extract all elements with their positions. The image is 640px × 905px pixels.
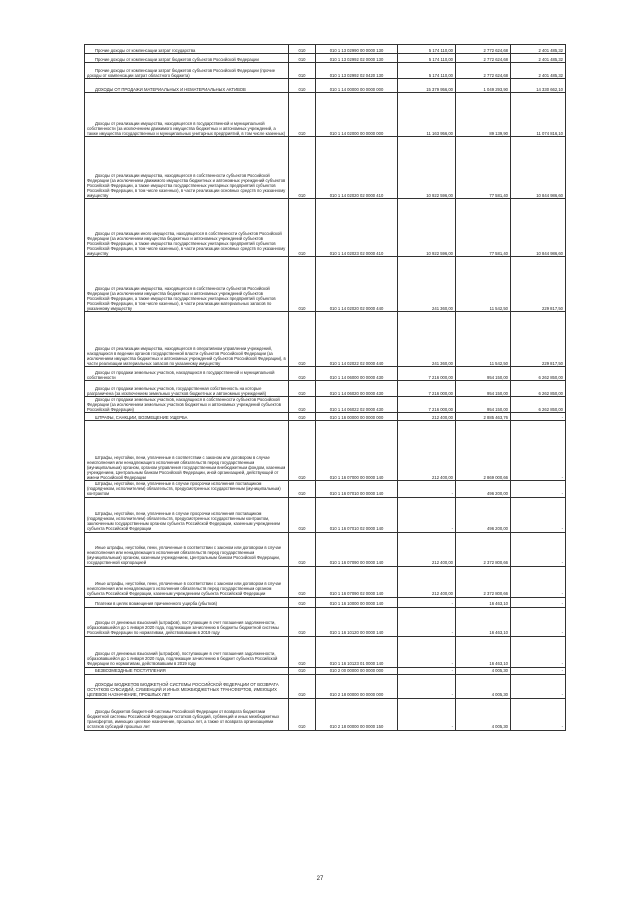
row-remaining-amount: 229 817,50: [511, 312, 566, 367]
row-budget-code: 010 1 14 02020 02 0000 440: [316, 257, 398, 312]
row-name: Штрафы, неустойки, пени, уплаченные в соответствии с законом или договором в случае неисполнения или ненадлежащего исполнения обязательств перед государственным (муниципальным) органом, органом управления государственным внебюджетным фондом, казенным учреждением, Центральным банком Российской Федерации, иной организацией, действующей от имени Российской Федерации: [85, 421, 289, 481]
row-line-code: 010: [289, 45, 316, 54]
row-executed-amount: 496 200,00: [456, 497, 511, 532]
row-remaining-amount: -: [511, 413, 566, 421]
row-name: Штрафы, неустойки, пени, уплаченные в случае просрочки исполнения поставщиком (подрядчиком, исполнителем) обязательств, предусмотренных государственным контрактом, заключенным государственным органом субъекта Российской Федерации, казенным учреждением субъекта Российской Федерации: [85, 497, 289, 532]
row-approved-amount: 15 379 956,00: [398, 79, 456, 93]
row-remaining-amount: -: [511, 481, 566, 497]
row-executed-amount: 4 005,30: [456, 674, 511, 698]
row-remaining-amount: -: [511, 421, 566, 481]
row-executed-amount: 77 581,40: [456, 137, 511, 199]
row-executed-amount: 16 463,10: [456, 597, 511, 607]
revenue-table-body: [85, 45, 566, 731]
row-executed-amount: 89 139,90: [456, 93, 511, 137]
row-budget-code: 010 1 14 02000 00 0000 000: [316, 93, 398, 137]
row-remaining-amount: -: [511, 607, 566, 636]
row-budget-code: 010 1 16 10123 01 0000 140: [316, 636, 398, 667]
row-executed-amount: 2 372 800,66: [456, 566, 511, 597]
row-line-code: 010: [289, 257, 316, 312]
row-executed-amount: 16 463,10: [456, 607, 511, 636]
row-remaining-amount: -: [511, 674, 566, 698]
row-executed-amount: 77 581,40: [456, 199, 511, 257]
row-name: Штрафы, неустойки, пени, уплаченные в случае просрочки исполнения поставщиком (подрядчиком, исполнителем) обязательств, предусмотренных государственным (муниципальным) контрактом: [85, 481, 289, 497]
row-executed-amount: 2 869 000,66: [456, 421, 511, 481]
row-remaining-amount: 11 074 816,10: [511, 93, 566, 137]
row-budget-code: 010 1 14 06022 02 0000 430: [316, 397, 398, 413]
row-approved-amount: -: [398, 674, 456, 698]
row-line-code: 010: [289, 497, 316, 532]
row-approved-amount: 212 400,00: [398, 421, 456, 481]
row-executed-amount: 2 772 624,68: [456, 54, 511, 63]
table-row: [85, 421, 566, 481]
row-name: Доходы от реализации имущества, находящегося в собственности субъектов Российской Федерации (за исключением движимого имущества бюджетных и автономных учреждений субъектов Российской Федерации, а также имущества государственных унитарных предприятий субъектов Российской Федерации, в том числе казенных), в части реализации основных средств по указанному имуществу: [85, 137, 289, 199]
row-remaining-amount: 10 844 986,60: [511, 199, 566, 257]
table-row: [85, 667, 566, 674]
row-name: Доходы от реализации имущества, находящегося в государственной и муниципальной собственности (за исключением движимого имущества бюджетных и автономных учреждений, а также имущества государственных и муниципальных унитарных предприятий, в том числе казенных): [85, 93, 289, 137]
table-row: [85, 636, 566, 667]
table-row: [85, 312, 566, 367]
row-line-code: 010: [289, 674, 316, 698]
table-row: [85, 79, 566, 93]
row-line-code: 010: [289, 667, 316, 674]
row-remaining-amount: 14 330 662,10: [511, 79, 566, 93]
row-budget-code: 010 1 14 00000 00 0000 000: [316, 79, 398, 93]
table-row: [85, 93, 566, 137]
row-approved-amount: 5 174 110,00: [398, 45, 456, 54]
row-approved-amount: 5 174 110,00: [398, 54, 456, 63]
row-remaining-amount: -: [511, 667, 566, 674]
row-name: Доходы от денежных взысканий (штрафов), поступающие в счет погашения задолженности, образовавшейся до 1 января 2020 года, подлежащие зачислению в бюджеты бюджетной системы Российской Федерации по нормативам, действовавшим в 2019 году: [85, 607, 289, 636]
row-budget-code: 010 1 14 06020 00 0000 430: [316, 381, 398, 397]
row-line-code: 010: [289, 54, 316, 63]
table-row: [85, 63, 566, 79]
row-name: БЕЗВОЗМЕЗДНЫЕ ПОСТУПЛЕНИЯ: [85, 667, 289, 674]
row-executed-amount: 4 005,30: [456, 667, 511, 674]
table-row: [85, 532, 566, 566]
row-name: Доходы от продажи земельных участков, государственная собственность на которые разграничена (за исключением земельных участков бюджетных и автономных учреждений): [85, 381, 289, 397]
row-approved-amount: -: [398, 481, 456, 497]
row-budget-code: 010 1 14 02020 02 0000 410: [316, 137, 398, 199]
table-row: [85, 698, 566, 730]
row-remaining-amount: -: [511, 497, 566, 532]
report-sheet: [84, 44, 565, 731]
table-row: [85, 137, 566, 199]
row-remaining-amount: 2 401 485,32: [511, 63, 566, 79]
row-executed-amount: 2 372 800,66: [456, 532, 511, 566]
row-line-code: 010: [289, 421, 316, 481]
table-row: [85, 597, 566, 607]
table-row: [85, 481, 566, 497]
table-row: [85, 381, 566, 397]
row-approved-amount: 10 922 596,00: [398, 199, 456, 257]
row-executed-amount: 16 463,10: [456, 636, 511, 667]
row-line-code: 010: [289, 199, 316, 257]
table-row: [85, 45, 566, 54]
row-name: ШТРАФЫ, САНКЦИИ, ВОЗМЕЩЕНИЕ УЩЕРБА: [85, 413, 289, 421]
row-budget-code: 010 1 16 07000 00 0000 140: [316, 421, 398, 481]
row-executed-amount: 954 150,00: [456, 397, 511, 413]
row-executed-amount: 4 005,30: [456, 698, 511, 730]
row-remaining-amount: 6 262 850,00: [511, 367, 566, 381]
row-line-code: 010: [289, 381, 316, 397]
row-approved-amount: 11 163 956,00: [398, 93, 456, 137]
row-executed-amount: 1 049 293,90: [456, 79, 511, 93]
row-remaining-amount: 2 401 485,32: [511, 45, 566, 54]
row-name: Прочие доходы от компенсации затрат бюджетов субъектов Российской Федерации (прочие доходы от компенсации затрат областного бюджета): [85, 63, 289, 79]
row-executed-amount: 496 200,00: [456, 481, 511, 497]
row-remaining-amount: 10 844 986,60: [511, 137, 566, 199]
row-approved-amount: -: [398, 607, 456, 636]
revenue-table: [84, 44, 566, 731]
row-budget-code: 010 2 18 00000 00 0000 150: [316, 698, 398, 730]
row-approved-amount: 212 400,00: [398, 566, 456, 597]
table-row: [85, 607, 566, 636]
row-budget-code: 010 1 16 07010 02 0000 140: [316, 497, 398, 532]
row-line-code: 010: [289, 79, 316, 93]
row-executed-amount: 11 542,50: [456, 312, 511, 367]
row-approved-amount: -: [398, 636, 456, 667]
row-name: Иные штрафы, неустойки, пени, уплаченные в соответствии с законом или договором в случае неисполнения или ненадлежащего исполнения обязательств перед государственным органом субъекта Российской Федерации, казенным учреждением субъекта Российской Федерации: [85, 566, 289, 597]
row-name: Доходы от реализации иного имущества, находящегося в собственности субъектов Российской Федерации (за исключением имущества бюджетных и автономных учреждений субъектов Российской Федерации, а также имущества государственных унитарных предприятий субъектов Российской Федерации, в том числе казенных), в части реализации основных средств по указанному имуществу: [85, 199, 289, 257]
page-number: 27: [316, 876, 324, 882]
row-executed-amount: 954 150,00: [456, 367, 511, 381]
row-line-code: 010: [289, 312, 316, 367]
row-approved-amount: -: [398, 667, 456, 674]
row-remaining-amount: 6 262 850,00: [511, 381, 566, 397]
row-remaining-amount: 2 401 485,32: [511, 54, 566, 63]
row-approved-amount: 212 400,00: [398, 413, 456, 421]
row-remaining-amount: -: [511, 597, 566, 607]
row-approved-amount: -: [398, 698, 456, 730]
row-approved-amount: 7 216 000,00: [398, 367, 456, 381]
row-remaining-amount: -: [511, 698, 566, 730]
row-line-code: 010: [289, 367, 316, 381]
row-name: ДОХОДЫ ОТ ПРОДАЖИ МАТЕРИАЛЬНЫХ И НЕМАТЕРИАЛЬНЫХ АКТИВОВ: [85, 79, 289, 93]
table-row: [85, 497, 566, 532]
table-row: [85, 199, 566, 257]
row-approved-amount: 241 360,00: [398, 257, 456, 312]
row-approved-amount: 7 216 000,00: [398, 381, 456, 397]
row-budget-code: 010 2 00 00000 00 0000 000: [316, 667, 398, 674]
row-budget-code: 010 1 16 10000 00 0000 140: [316, 597, 398, 607]
row-remaining-amount: -: [511, 566, 566, 597]
row-approved-amount: 5 174 110,00: [398, 63, 456, 79]
table-row: [85, 566, 566, 597]
row-budget-code: 010 1 14 02022 02 0000 440: [316, 312, 398, 367]
row-budget-code: 010 1 13 02992 02 0420 130: [316, 63, 398, 79]
row-name: Доходы от реализации имущества, находящегося в оперативном управлении учреждений, находящихся в ведении органов государственной власти субъектов Российской Федерации (за исключением имущества бюджетных и автономных учреждений субъектов Российской Федерации), в части реализации материальных запасов по указанному имуществу: [85, 312, 289, 367]
row-approved-amount: 241 360,00: [398, 312, 456, 367]
row-budget-code: 010 1 16 10120 00 0000 140: [316, 607, 398, 636]
row-budget-code: 010 1 16 00000 00 0000 000: [316, 413, 398, 421]
row-name: Прочие доходы от компенсации затрат государства: [85, 45, 289, 54]
row-executed-amount: 11 542,50: [456, 257, 511, 312]
row-remaining-amount: -: [511, 636, 566, 667]
row-name: Доходы от реализации имущества, находящегося в собственности субъектов Российской Федерации (за исключением имущества бюджетных и автономных учреждений субъектов Российской Федерации, а также имущества государственных унитарных предприятий субъектов Российской Федерации, в том числе казенных), в части реализации материальных запасов по указанному имуществу: [85, 257, 289, 312]
row-budget-code: 010 1 13 02990 00 0000 130: [316, 45, 398, 54]
row-budget-code: 010 1 13 02992 02 0000 130: [316, 54, 398, 63]
row-line-code: 010: [289, 481, 316, 497]
table-row: [85, 674, 566, 698]
row-executed-amount: 2 885 463,76: [456, 413, 511, 421]
table-row: [85, 54, 566, 63]
row-line-code: 010: [289, 566, 316, 597]
row-budget-code: 010 1 16 07010 00 0000 140: [316, 481, 398, 497]
row-budget-code: 010 1 14 02023 02 0000 410: [316, 199, 398, 257]
row-line-code: 010: [289, 63, 316, 79]
row-budget-code: 010 2 18 00000 00 0000 000: [316, 674, 398, 698]
row-name: Прочие доходы от компенсации затрат бюджетов субъектов Российской Федерации: [85, 54, 289, 63]
row-executed-amount: 2 772 624,68: [456, 63, 511, 79]
table-row: [85, 397, 566, 413]
row-line-code: 010: [289, 397, 316, 413]
table-row: [85, 367, 566, 381]
row-line-code: 010: [289, 597, 316, 607]
row-executed-amount: 2 772 624,68: [456, 45, 511, 54]
row-line-code: 010: [289, 698, 316, 730]
row-approved-amount: 7 216 000,00: [398, 397, 456, 413]
row-approved-amount: -: [398, 597, 456, 607]
row-remaining-amount: 6 262 850,00: [511, 397, 566, 413]
row-line-code: 010: [289, 636, 316, 667]
row-budget-code: 010 1 14 06000 00 0000 430: [316, 367, 398, 381]
row-line-code: 010: [289, 532, 316, 566]
row-executed-amount: 954 150,00: [456, 381, 511, 397]
row-name: Доходы от продажи земельных участков, находящихся в государственной и муниципальной собственности: [85, 367, 289, 381]
row-name: Иные штрафы, неустойки, пени, уплаченные в соответствии с законом или договором в случае неисполнения или ненадлежащего исполнения обязательств перед государственным (муниципальным) органом, казенным учреждением, Центральным банком Российской Федерации, государственной корпорацией: [85, 532, 289, 566]
row-line-code: 010: [289, 607, 316, 636]
table-row: [85, 257, 566, 312]
row-line-code: 010: [289, 137, 316, 199]
row-name: Платежи в целях возмещения причиненного ущерба (убытков): [85, 597, 289, 607]
row-remaining-amount: 229 817,50: [511, 257, 566, 312]
row-line-code: 010: [289, 413, 316, 421]
row-name: ДОХОДЫ БЮДЖЕТОВ БЮДЖЕТНОЙ СИСТЕМЫ РОССИЙСКОЙ ФЕДЕРАЦИИ ОТ ВОЗВРАТА ОСТАТКОВ СУБСИДИЙ, СУБВЕНЦИЙ И ИНЫХ МЕЖБЮДЖЕТНЫХ ТРАНСФЕРТОВ, ИМЕЮЩИХ ЦЕЛЕВОЕ НАЗНАЧЕНИЕ, ПРОШЛЫХ ЛЕТ: [85, 674, 289, 698]
row-name: Доходы от денежных взысканий (штрафов), поступающие в счет погашения задолженности, образовавшейся до 1 января 2020 года, подлежащие зачислению в бюджет субъекта Российской Федерации по нормативам, действовавшим в 2019 году: [85, 636, 289, 667]
row-approved-amount: 212 400,00: [398, 532, 456, 566]
row-name: Доходы от продажи земельных участков, находящихся в собственности субъектов Российской Федерации (за исключением земельных участков бюджетных и автономных учреждений субъектов Российской Федерации): [85, 397, 289, 413]
table-row: [85, 413, 566, 421]
row-line-code: 010: [289, 93, 316, 137]
row-approved-amount: 10 922 596,00: [398, 137, 456, 199]
row-budget-code: 010 1 16 07090 02 0000 140: [316, 566, 398, 597]
row-name: Доходы бюджетов бюджетной системы Российской Федерации от возврата бюджетами бюджетной системы Российской Федерации остатков субсидий, субвенций и иных межбюджетных трансфертов, имеющих целевое назначение, прошлых лет, а также от возврата организациями остатков субсидий прошлых лет: [85, 698, 289, 730]
row-approved-amount: -: [398, 497, 456, 532]
row-remaining-amount: -: [511, 532, 566, 566]
row-budget-code: 010 1 16 07090 00 0000 140: [316, 532, 398, 566]
